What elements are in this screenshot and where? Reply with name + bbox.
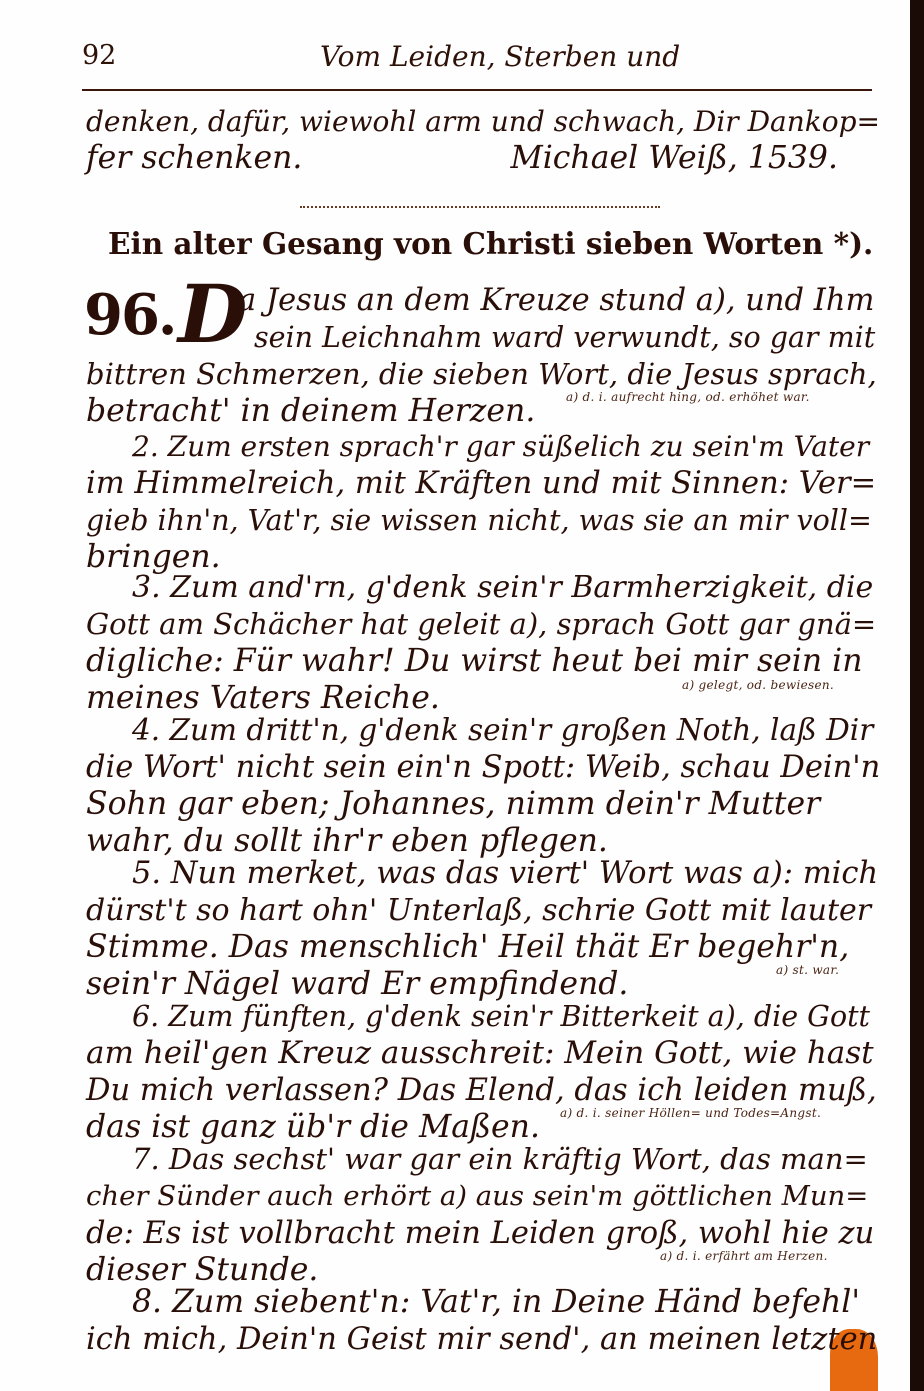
- text-line: im Himmelreich, mit Kräften und mit Sinnen: Ver=: [86, 466, 877, 501]
- footnote: a) gelegt, od. bewiesen.: [682, 678, 835, 692]
- text-line: dürst't so hart ohn' Unterlaß, schrie Gott mit lauter: [86, 893, 872, 928]
- verse-8: [86, 1284, 880, 1358]
- text-line: dieser Stunde.: [86, 1252, 319, 1288]
- text-line: gieb ihn'n, Vat'r, sie wissen nicht, was sie an mir voll=: [86, 504, 872, 537]
- text-line: am heil'gen Kreuz ausschreit: Mein Gott, wie hast: [86, 1035, 874, 1071]
- previous-hymn-ending: [86, 103, 880, 177]
- text-line: Sohn gar eben; Johannes, nimm dein'r Mutter: [86, 786, 821, 822]
- text-line-start: fer schenken.: [86, 140, 303, 176]
- verse-2: [86, 428, 880, 576]
- text-line: das ist ganz üb'r die Maßen.: [86, 1109, 540, 1145]
- text-line: cher Sünder auch erhört a) aus sein'm göttlichen Mun=: [86, 1180, 869, 1212]
- text-line: denken, dafür, wiewohl arm und schwach, Dir Dankop=: [86, 105, 880, 138]
- text-line: wahr, du sollt ihr'r eben pflegen.: [86, 823, 608, 859]
- drop-cap: D: [178, 267, 248, 361]
- header-rule: [82, 89, 872, 91]
- text-line: digliche: Für wahr! Du wirst heut bei mir sein in: [86, 643, 863, 679]
- verse-6: [86, 998, 880, 1146]
- text-line: Stimme. Das menschlich' Heil thät Er begehr'n,: [86, 929, 850, 965]
- text-line: die Wort' nicht sein ein'n Spott: Weib, schau Dein'n: [86, 750, 881, 785]
- text-line: bringen.: [86, 539, 221, 575]
- section-separator: [300, 206, 660, 208]
- text-line: meines Vaters Reiche.: [86, 680, 440, 716]
- text-line: a Jesus an dem Kreuze stund a), und Ihm: [238, 283, 875, 318]
- text-line: 4. Zum dritt'n, g'denk sein'r großen Noth, laß Dir: [132, 713, 874, 747]
- verse-7: [86, 1141, 880, 1289]
- text-line: Du mich verlassen? Das Elend, das ich leiden muß,: [86, 1073, 877, 1108]
- running-head: Vom Leiden, Sterben und: [320, 40, 681, 73]
- text-line: 5. Nun merket, was das viert' Wort was a): mich: [132, 856, 879, 891]
- hymn-number: 96.: [84, 282, 176, 348]
- footnote: a) st. war.: [776, 963, 840, 977]
- text-line: betracht' in deinem Herzen.: [86, 393, 536, 429]
- text-line: 3. Zum and'rn, g'denk sein'r Barmherzigkeit, die: [132, 570, 874, 605]
- verse-5: [86, 855, 880, 1003]
- text-line: [86, 140, 880, 177]
- page-header: [82, 40, 872, 80]
- text-line: bittren Schmerzen, die sieben Wort, die Jesus sprach,: [86, 357, 877, 391]
- hymn-author: Michael Weiß, 1539.: [510, 140, 838, 176]
- verse-3: [86, 569, 880, 717]
- text-line: 6. Zum fünften, g'denk sein'r Bitterkeit a), die Gott: [132, 1000, 871, 1033]
- hymn-title: Ein alter Gesang von Christi sieben Worten *).: [108, 226, 874, 261]
- page-edge-shadow: [910, 0, 924, 1391]
- footnote: a) d. i. erfährt am Herzen.: [660, 1249, 828, 1263]
- verse-1: [86, 282, 880, 430]
- text-line: 8. Zum siebent'n: Vat'r, in Deine Händ befehl': [132, 1284, 861, 1320]
- text-line: de: Es ist vollbracht mein Leiden groß, wohl hie zu: [86, 1216, 875, 1251]
- text-line: sein'r Nägel ward Er empfindend.: [86, 966, 629, 1002]
- footnote: a) d. i. seiner Höllen= und Todes=Angst.: [560, 1106, 822, 1120]
- text-line: sein Leichnahm ward verwundt, so gar mit: [254, 321, 876, 354]
- text-line: Gott am Schächer hat geleit a), sprach Gott gar gnä=: [86, 607, 877, 641]
- verse-4: [86, 712, 880, 860]
- footnote: a) d. i. aufrecht hing, od. erhöhet war.: [566, 390, 810, 404]
- page-number: 92: [82, 40, 117, 71]
- text-line: 2. Zum ersten sprach'r gar süßelich zu sein'm Vater: [132, 430, 870, 463]
- text-line: ich mich, Dein'n Geist mir send', an meinen letzten: [86, 1322, 878, 1357]
- text-line: 7. Das sechst' war gar ein kräftig Wort, das man=: [132, 1142, 868, 1176]
